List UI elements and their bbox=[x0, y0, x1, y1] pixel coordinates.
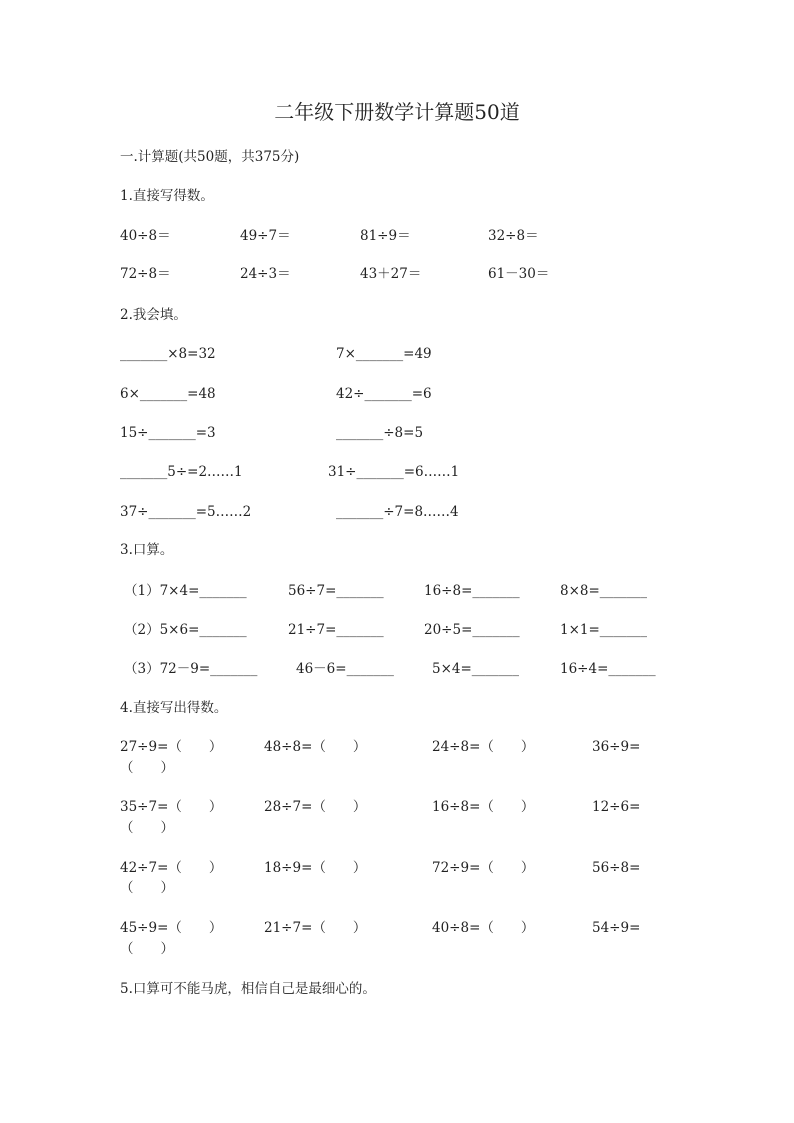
q3-item: 21÷7=_______ bbox=[288, 622, 384, 638]
q4-item: 28÷7=（ ） bbox=[264, 799, 367, 815]
q4-item: 35÷7=（ ） bbox=[120, 799, 223, 815]
q2-item: _______÷8=5 bbox=[336, 425, 424, 441]
q3-item: （3）72－9=_______ bbox=[124, 661, 258, 677]
q4-answer-blank: （ ） bbox=[120, 760, 174, 776]
q3-item: 16÷4=_______ bbox=[560, 661, 656, 677]
q2-item: _______5÷=2……1 bbox=[120, 464, 243, 480]
q4-item: 45÷9=（ ） bbox=[120, 920, 223, 936]
q1-item: 24÷3＝ bbox=[240, 266, 291, 282]
question-3-heading: 3.口算。 bbox=[120, 542, 174, 558]
q1-item: 81÷9＝ bbox=[360, 228, 411, 244]
q2-item: 31÷_______=6……1 bbox=[328, 464, 460, 480]
q2-item: 42÷_______=6 bbox=[336, 386, 432, 402]
q4-item: 18÷9=（ ） bbox=[264, 860, 367, 876]
section-heading: 一.计算题(共50题，共375分) bbox=[120, 149, 300, 165]
q3-item: 16÷8=_______ bbox=[424, 583, 520, 599]
q3-item: 56÷7=_______ bbox=[288, 583, 384, 599]
question-5-heading: 5.口算可不能马虎，相信自己是最细心的。 bbox=[120, 981, 376, 997]
q4-answer-blank: （ ） bbox=[120, 820, 174, 836]
question-1-heading: 1.直接写得数。 bbox=[120, 188, 214, 204]
q4-item: 40÷8=（ ） bbox=[432, 920, 535, 936]
q4-item: 54÷9= bbox=[592, 920, 641, 936]
q3-item: （2）5×6=_______ bbox=[124, 622, 247, 638]
q3-item: （1）7×4=_______ bbox=[124, 583, 247, 599]
q3-item: 5×4=_______ bbox=[432, 661, 520, 677]
q3-item: 1×1=_______ bbox=[560, 622, 648, 638]
q2-item: _______÷7=8……4 bbox=[336, 504, 459, 520]
q1-item: 40÷8＝ bbox=[120, 228, 171, 244]
q4-answer-blank: （ ） bbox=[120, 880, 174, 896]
q4-item: 12÷6= bbox=[592, 799, 641, 815]
q4-item: 48÷8=（ ） bbox=[264, 739, 367, 755]
q1-item: 49÷7＝ bbox=[240, 228, 291, 244]
question-2-heading: 2.我会填。 bbox=[120, 307, 187, 323]
q1-item: 61－30＝ bbox=[488, 266, 550, 282]
q4-answer-blank: （ ） bbox=[120, 941, 174, 957]
q2-item: 15÷_______=3 bbox=[120, 425, 216, 441]
q4-item: 72÷9=（ ） bbox=[432, 860, 535, 876]
q4-item: 42÷7=（ ） bbox=[120, 860, 223, 876]
q2-item: 6×_______=48 bbox=[120, 386, 216, 402]
q4-item: 16÷8=（ ） bbox=[432, 799, 535, 815]
q4-item: 36÷9= bbox=[592, 739, 641, 755]
page-title: 二年级下册数学计算题50道 bbox=[274, 100, 520, 124]
q2-item: _______×8=32 bbox=[120, 346, 216, 362]
q3-item: 20÷5=_______ bbox=[424, 622, 520, 638]
q1-item: 32÷8＝ bbox=[488, 228, 539, 244]
q3-item: 8×8=_______ bbox=[560, 583, 648, 599]
q1-item: 43＋27＝ bbox=[360, 266, 422, 282]
question-4-heading: 4.直接写出得数。 bbox=[120, 700, 228, 716]
q4-item: 56÷8= bbox=[592, 860, 641, 876]
q3-item: 46－6=_______ bbox=[296, 661, 394, 677]
q4-item: 21÷7=（ ） bbox=[264, 920, 367, 936]
q4-item: 27÷9=（ ） bbox=[120, 739, 223, 755]
q2-item: 37÷_______=5……2 bbox=[120, 504, 252, 520]
q1-item: 72÷8＝ bbox=[120, 266, 171, 282]
q4-item: 24÷8=（ ） bbox=[432, 739, 535, 755]
q2-item: 7×_______=49 bbox=[336, 346, 432, 362]
